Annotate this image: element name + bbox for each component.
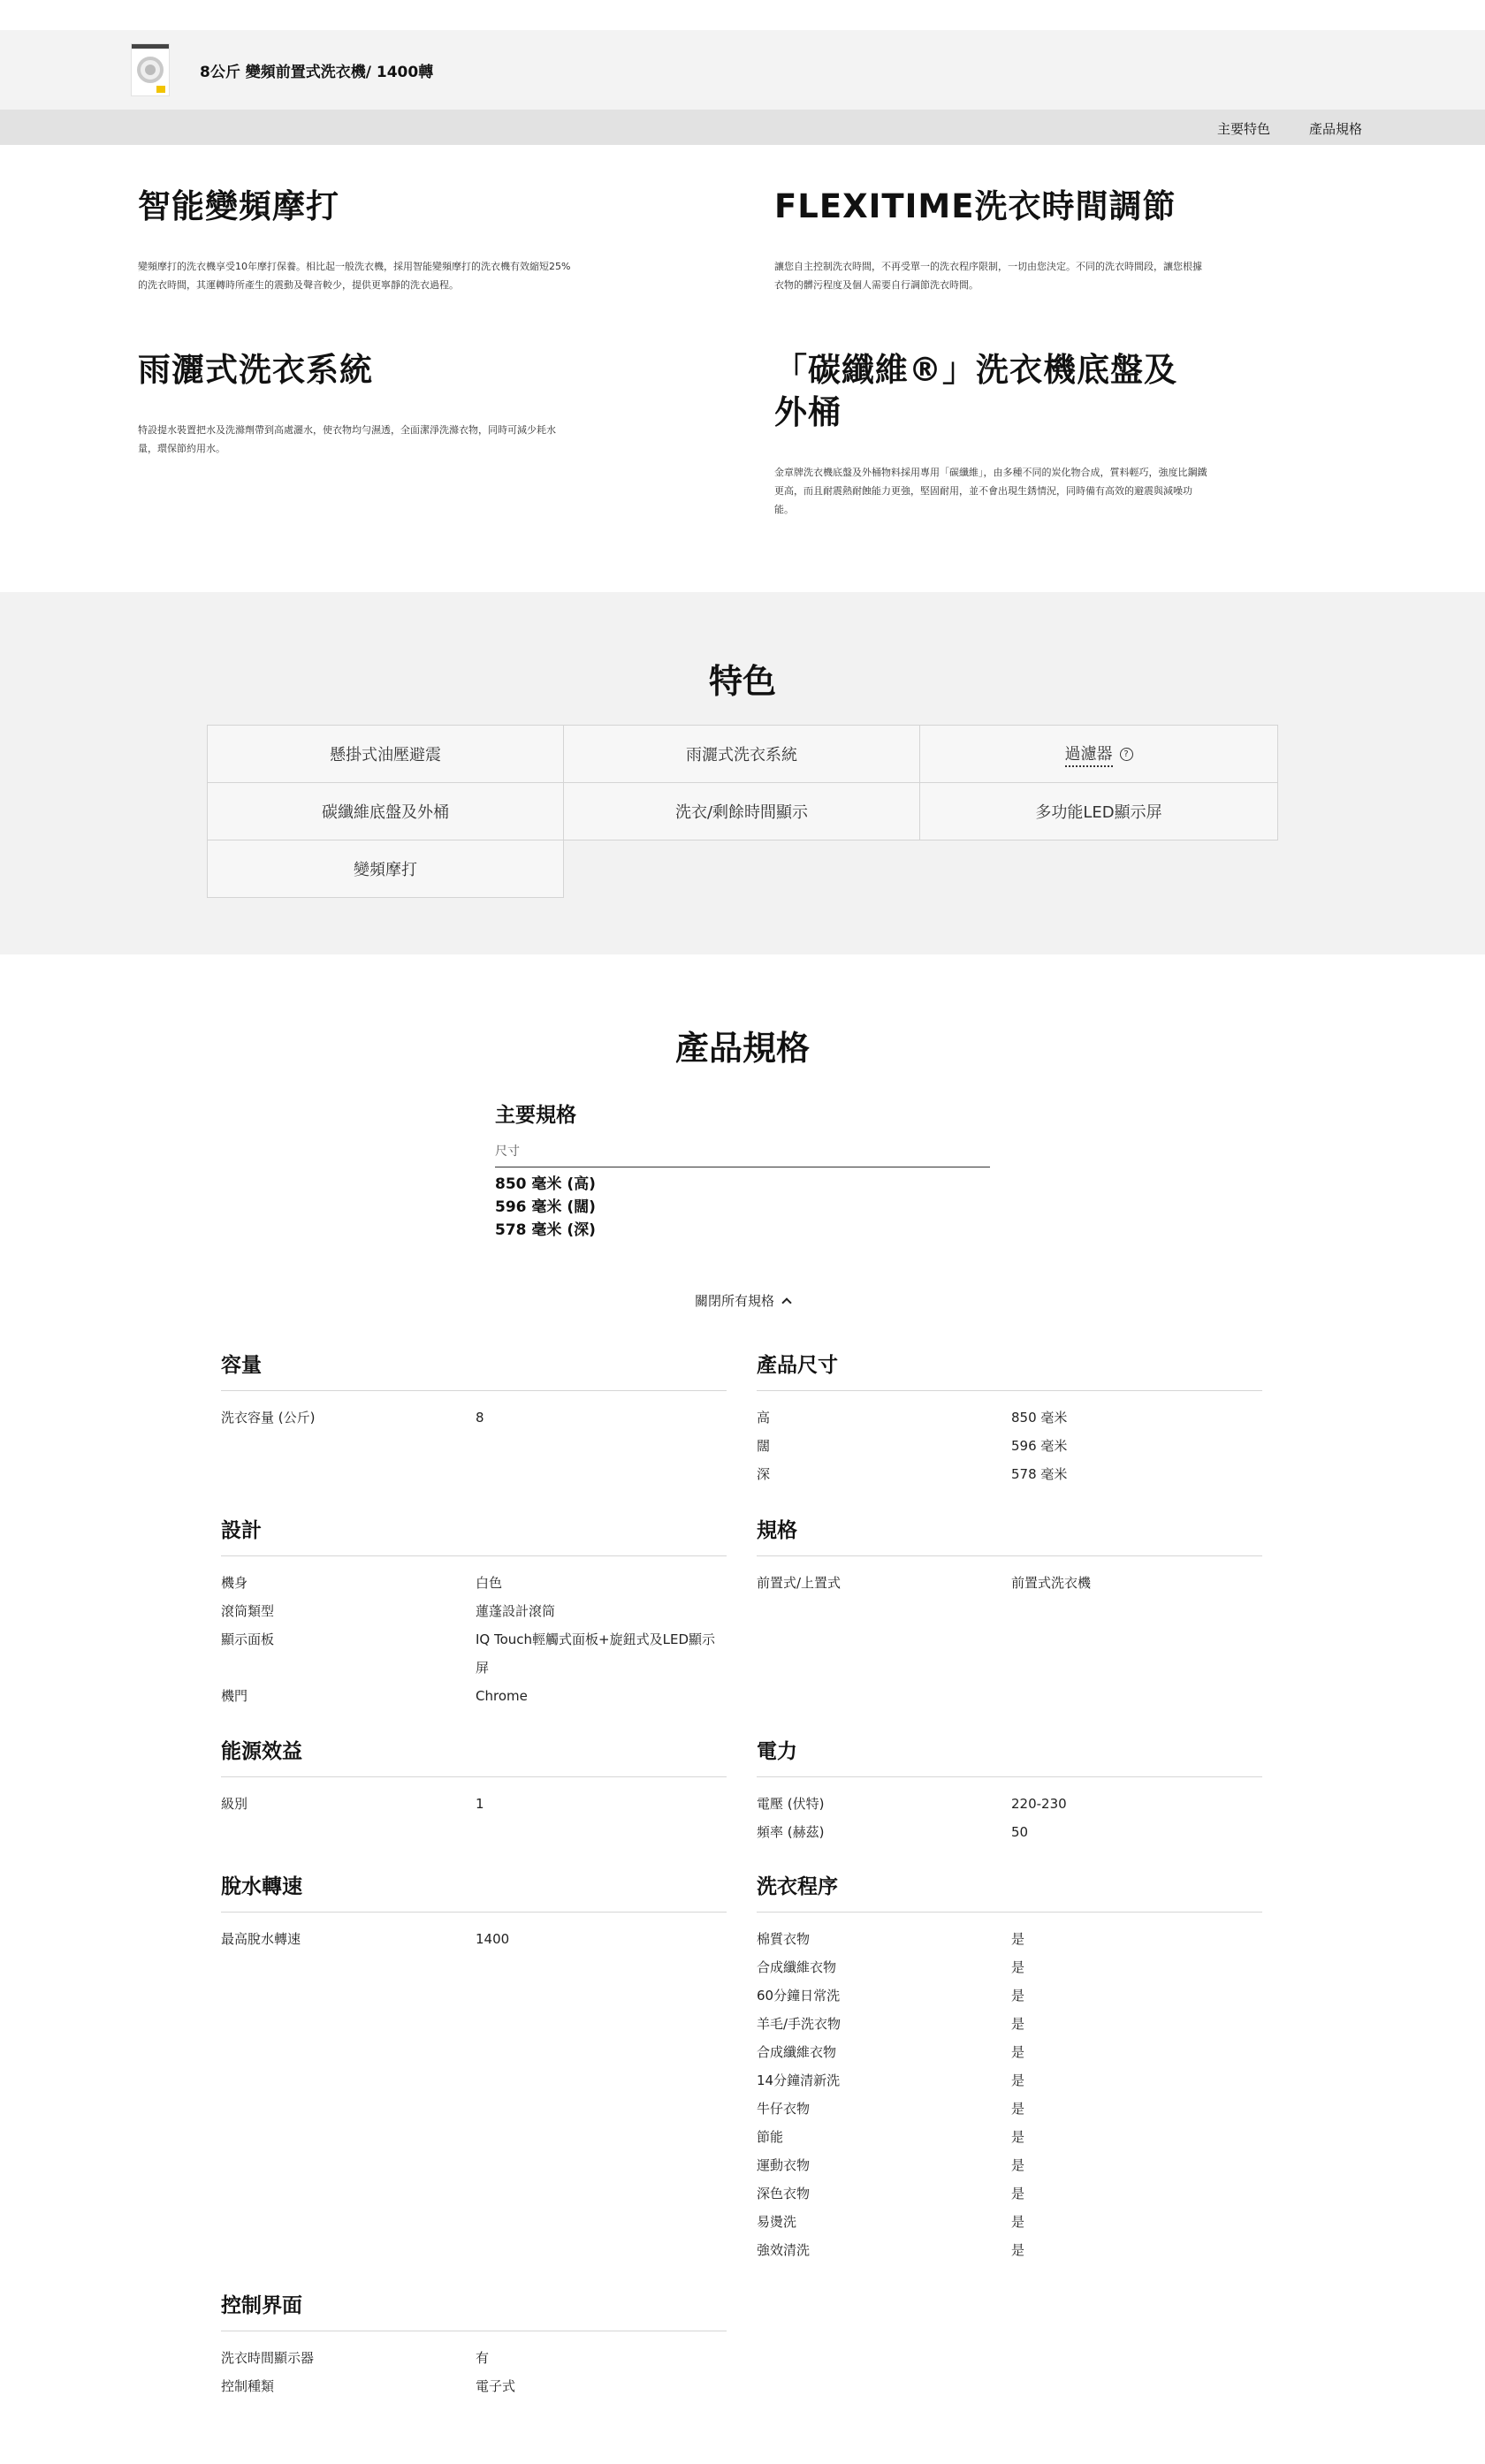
spec-row	[221, 2372, 727, 2400]
toggle-all-specs[interactable]	[0, 1291, 1485, 1310]
spec-row	[757, 2095, 1262, 2123]
spec-value: 8	[476, 1410, 484, 1426]
spec-value: 是	[1011, 2072, 1025, 2088]
spec-key: 強效清洗	[757, 2242, 811, 2258]
feature-block	[138, 186, 571, 294]
spec-key: 60分鐘日常洗	[757, 1988, 841, 2004]
spec-row	[757, 1432, 1262, 1460]
product-title: 8公斤 變頻前置式洗衣機/ 1400轉	[200, 64, 434, 81]
feature-block	[774, 186, 1207, 294]
spec-value: 有	[476, 2350, 490, 2366]
main-specs	[495, 1099, 990, 1242]
feature-title: 雨灑式洗衣系統	[138, 351, 373, 389]
spec-row	[757, 1818, 1262, 1846]
spec-group-title: 容量	[221, 1349, 727, 1391]
spec-group-title: 能源效益	[221, 1735, 727, 1777]
feature-body: 特設提水裝置把水及洗滌劑帶到高處灑水，使衣物均勻濕透，全面潔淨洗滌衣物，同時可減少耗水量，環保節約用水。	[138, 424, 556, 454]
info-icon[interactable]: ?	[1120, 748, 1133, 761]
feature-cell-label: 雨灑式洗衣系統	[686, 746, 797, 764]
spec-group-title: 脫水轉速	[221, 1870, 727, 1913]
spec-value: 是	[1011, 2129, 1025, 2145]
spec-value: 220-230	[1011, 1796, 1067, 1812]
specs-title: 產品規格	[674, 1029, 810, 1068]
spec-row	[757, 2010, 1262, 2038]
product-header	[0, 30, 1485, 110]
feature-cell	[207, 840, 564, 898]
spec-value: IQ Touch輕觸式面板+旋鈕式及LED顯示屏	[476, 1631, 716, 1676]
spec-key: 滾筒類型	[221, 1603, 275, 1619]
feature-body: 變頻摩打的洗衣機享受10年摩打保養。相比起一般洗衣機，採用智能變頻摩打的洗衣機有效縮短25%的洗衣時間，其運轉時所產生的震動及聲音較少，提供更寧靜的洗衣過程。	[138, 261, 571, 291]
spec-group-control	[221, 2289, 727, 2400]
spec-key: 顯示面板	[221, 1631, 275, 1647]
spec-key: 洗衣容量 (公斤)	[221, 1410, 316, 1426]
feature-cell-label: 多功能LED顯示屏	[1035, 803, 1162, 822]
spec-group-capacity	[221, 1349, 727, 1432]
spec-key: 牛仔衣物	[757, 2101, 811, 2117]
section-nav	[0, 110, 1485, 145]
spec-row	[757, 1981, 1262, 2010]
spec-group-title: 規格	[757, 1514, 1262, 1556]
toggle-all-specs-label[interactable]: 關閉所有規格	[694, 1293, 774, 1309]
spec-group-title: 電力	[757, 1735, 1262, 1777]
spec-key: 闊	[757, 1438, 771, 1454]
feature-block	[774, 349, 1207, 519]
spec-group-title: 設計	[221, 1514, 727, 1556]
spec-key: 合成纖維衣物	[757, 2044, 837, 2060]
features-title: 特色	[708, 662, 776, 701]
spec-row	[221, 1597, 727, 1625]
spec-row	[757, 1460, 1262, 1488]
spec-key: 頻率 (赫茲)	[757, 1824, 825, 1840]
energy-label-icon	[156, 86, 165, 93]
spec-value: 1	[476, 1796, 484, 1812]
spec-row	[221, 1569, 727, 1597]
spec-value: 是	[1011, 2186, 1025, 2202]
spec-row	[757, 2123, 1262, 2151]
spec-group-energy	[221, 1735, 727, 1818]
feature-block	[138, 349, 571, 458]
spec-row	[221, 2344, 727, 2372]
spec-row	[757, 1790, 1262, 1818]
spec-key: 級別	[221, 1796, 248, 1812]
spec-value: 是	[1011, 1931, 1025, 1947]
spec-key: 洗衣時間顯示器	[221, 2350, 315, 2366]
spec-key: 深	[757, 1466, 771, 1482]
spec-key: 羊毛/手洗衣物	[757, 2016, 842, 2032]
feature-title: 智能變頻摩打	[138, 187, 339, 225]
feature-cell-label: 懸掛式油壓避震	[330, 746, 441, 764]
spec-key: 前置式/上置式	[757, 1575, 842, 1591]
spec-key: 易燙洗	[757, 2214, 797, 2230]
feature-cell-label: 變頻摩打	[354, 861, 417, 879]
feature-cell	[563, 782, 920, 840]
feature-title: 「碳纖維®」洗衣機底盤及外桶	[774, 351, 1177, 431]
spec-key: 電壓 (伏特)	[757, 1796, 825, 1812]
chevron-up-icon[interactable]	[781, 1297, 791, 1307]
spec-group-programs	[757, 1870, 1262, 2264]
feature-body: 金章牌洗衣機底盤及外桶物料採用專用「碳纖維」，由多種不同的炭化物合成，質料輕巧，強度比鋼鐵更高，而且耐震熱耐蝕能力更強，堅固耐用，並不會出現生銹情況，同時備有高效的避震與減噪功能。	[774, 467, 1207, 515]
spec-key: 最高脫水轉速	[221, 1931, 301, 1947]
spec-value: 是	[1011, 2101, 1025, 2117]
spec-row	[757, 1925, 1262, 1953]
feature-cell-filter[interactable]	[919, 725, 1278, 783]
features-section	[0, 592, 1485, 954]
dimension-width: 596 毫米 (闊)	[495, 1198, 596, 1216]
control-panel-shape	[132, 44, 169, 49]
spec-value: 1400	[476, 1931, 510, 1947]
feature-cell	[563, 725, 920, 783]
spec-row	[757, 2066, 1262, 2095]
dimension-depth: 578 毫米 (深)	[495, 1221, 596, 1239]
spec-key: 機門	[221, 1688, 248, 1704]
nav-link-specs[interactable]: 產品規格	[1309, 121, 1363, 137]
spec-value: 是	[1011, 1988, 1025, 2004]
spec-group-size	[757, 1349, 1262, 1488]
spec-row	[221, 1925, 727, 1953]
spec-key: 節能	[757, 2129, 784, 2145]
spec-row	[757, 2151, 1262, 2179]
washer-drum-icon	[137, 57, 164, 83]
spec-row	[757, 1953, 1262, 1981]
spec-row	[757, 2179, 1262, 2208]
spec-group-design	[221, 1514, 727, 1710]
dimension-height: 850 毫米 (高)	[495, 1175, 596, 1193]
feature-title: FLEXITIME洗衣時間調節	[774, 187, 1177, 225]
product-thumbnail[interactable]	[131, 43, 170, 96]
spec-key: 合成纖維衣物	[757, 1959, 837, 1975]
spec-value: 是	[1011, 2242, 1025, 2258]
spec-value: 850 毫米	[1011, 1410, 1068, 1426]
spec-value: Chrome	[476, 1688, 528, 1704]
spec-row	[757, 1569, 1262, 1597]
spec-key: 14分鐘清新洗	[757, 2072, 841, 2088]
spec-group-title: 產品尺寸	[757, 1349, 1262, 1391]
spec-row	[221, 1790, 727, 1818]
feature-cell	[207, 782, 564, 840]
spec-value: 蓮蓬設計滾筒	[476, 1603, 556, 1619]
spec-value: 是	[1011, 2016, 1025, 2032]
spec-row	[221, 1682, 727, 1710]
feature-cell-label[interactable]: 過濾器	[1065, 741, 1113, 767]
spec-row	[221, 1403, 727, 1432]
spec-value: 前置式洗衣機	[1011, 1575, 1092, 1591]
nav-link-features[interactable]: 主要特色	[1217, 121, 1271, 137]
spec-value: 是	[1011, 2044, 1025, 2060]
spec-value: 電子式	[476, 2378, 516, 2394]
spec-key: 控制種類	[221, 2378, 275, 2394]
spec-group-spec	[757, 1514, 1262, 1597]
spec-value: 是	[1011, 2157, 1025, 2173]
spec-key: 高	[757, 1410, 771, 1426]
feature-cell	[919, 782, 1278, 840]
spec-value: 578 毫米	[1011, 1466, 1068, 1482]
spec-row	[757, 2038, 1262, 2066]
spec-group-spin	[221, 1870, 727, 1953]
spec-group-title: 控制界面	[221, 2289, 727, 2331]
spec-group-power	[757, 1735, 1262, 1846]
dimension-label: 尺寸	[495, 1142, 990, 1167]
spec-key: 深色衣物	[757, 2186, 811, 2202]
spec-key: 棉質衣物	[757, 1931, 811, 1947]
spec-value: 596 毫米	[1011, 1438, 1068, 1454]
spec-value: 是	[1011, 1959, 1025, 1975]
feature-cell-label: 洗衣/剩餘時間顯示	[674, 803, 809, 822]
spec-row	[757, 2208, 1262, 2236]
spec-value: 50	[1011, 1824, 1029, 1840]
spec-value: 是	[1011, 2214, 1025, 2230]
feature-body: 讓您自主控制洗衣時間，不再受單一的洗衣程序限制，一切由您決定。不同的洗衣時間段，讓您根據衣物的髒污程度及個人需要自行調節洗衣時間。	[774, 261, 1202, 291]
main-specs-title: 主要規格	[495, 1104, 576, 1127]
spec-row	[221, 1625, 727, 1682]
spec-value: 白色	[476, 1575, 503, 1591]
feature-cell-label: 碳纖維底盤及外桶	[322, 803, 449, 822]
spec-key: 機身	[221, 1575, 248, 1591]
feature-cell	[207, 725, 564, 783]
spec-group-title: 洗衣程序	[757, 1870, 1262, 1913]
spec-row	[757, 1403, 1262, 1432]
spec-row	[757, 2236, 1262, 2264]
spec-key: 運動衣物	[757, 2157, 811, 2173]
